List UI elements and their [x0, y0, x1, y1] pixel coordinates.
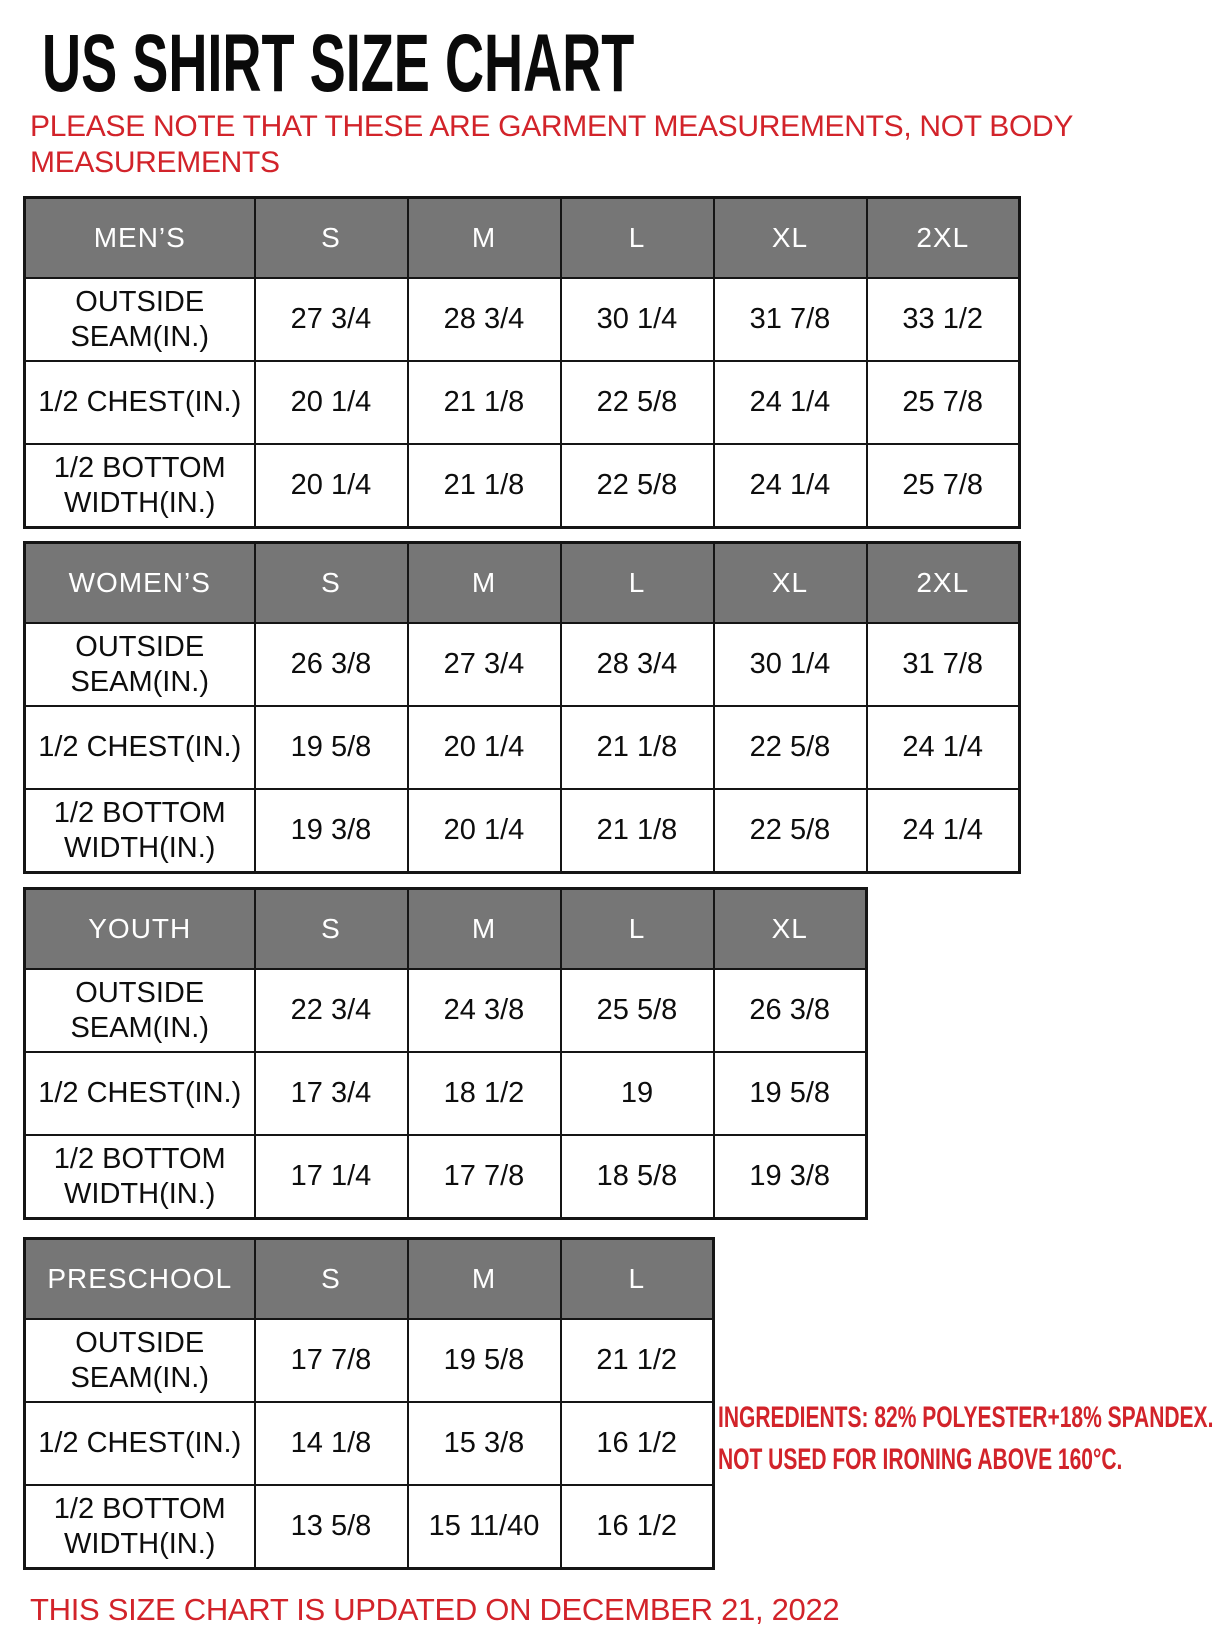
measurement-value-cell: 30 1/4 — [561, 278, 714, 361]
size-header-cell: 2XL — [867, 543, 1020, 624]
measurement-value-cell: 19 3/8 — [255, 789, 408, 873]
measurement-value-cell: 25 7/8 — [867, 361, 1020, 444]
measure-label-cell: 1/2 CHEST(IN.) — [25, 361, 255, 444]
womens-table-slot — [23, 541, 1220, 874]
measure-label-cell: 1/2 BOTTOM WIDTH(IN.) — [25, 1135, 255, 1219]
measurement-value-cell: 17 3/4 — [255, 1052, 408, 1135]
measurement-value-cell: 22 3/4 — [255, 969, 408, 1052]
measurement-value-cell: 24 1/4 — [867, 789, 1020, 873]
table-row — [25, 1485, 714, 1569]
measurement-value-cell: 20 1/4 — [255, 444, 408, 528]
size-header-cell: L — [561, 889, 714, 970]
size-header-cell: S — [255, 1239, 408, 1320]
measure-label-cell: 1/2 BOTTOM WIDTH(IN.) — [25, 444, 255, 528]
table-row — [25, 361, 1020, 444]
measurement-value-cell: 21 1/8 — [408, 361, 561, 444]
measurement-value-cell: 19 — [561, 1052, 714, 1135]
group-header-cell-preschool: PRESCHOOL — [25, 1239, 255, 1320]
size-header-cell: L — [561, 1239, 714, 1320]
measurement-value-cell: 30 1/4 — [714, 623, 867, 706]
header-row — [25, 889, 867, 970]
table-row — [25, 1135, 867, 1219]
measurement-value-cell: 24 1/4 — [867, 706, 1020, 789]
measurement-value-cell: 20 1/4 — [408, 789, 561, 873]
size-header-cell: M — [408, 1239, 561, 1320]
measure-label-cell: 1/2 CHEST(IN.) — [25, 1402, 255, 1485]
measurement-value-cell: 15 3/8 — [408, 1402, 561, 1485]
measurement-value-cell: 15 11/40 — [408, 1485, 561, 1569]
table-row — [25, 1319, 714, 1402]
size-table-youth — [23, 887, 868, 1220]
size-header-cell: L — [561, 198, 714, 279]
table-row — [25, 1402, 714, 1485]
ingredients-note — [718, 1397, 1213, 1481]
measurement-value-cell: 20 1/4 — [255, 361, 408, 444]
measure-label-cell: 1/2 CHEST(IN.) — [25, 706, 255, 789]
measurement-value-cell: 17 1/4 — [255, 1135, 408, 1219]
measurement-value-cell: 21 1/8 — [561, 789, 714, 873]
measurement-value-cell: 21 1/8 — [408, 444, 561, 528]
measurement-value-cell: 19 5/8 — [714, 1052, 867, 1135]
size-header-cell: M — [408, 198, 561, 279]
measurement-value-cell: 13 5/8 — [255, 1485, 408, 1569]
measurement-value-cell: 31 7/8 — [714, 278, 867, 361]
measurement-value-cell: 24 1/4 — [714, 444, 867, 528]
preschool-section — [23, 1237, 1220, 1570]
measurement-value-cell: 18 5/8 — [561, 1135, 714, 1219]
table-row — [25, 623, 1020, 706]
header-row — [25, 1239, 714, 1320]
table-row — [25, 706, 1020, 789]
size-header-cell: M — [408, 543, 561, 624]
measurement-value-cell: 25 7/8 — [867, 444, 1020, 528]
measurement-value-cell: 22 5/8 — [561, 444, 714, 528]
group-header-cell-youth: YOUTH — [25, 889, 255, 970]
measurement-value-cell: 22 5/8 — [561, 361, 714, 444]
measurement-value-cell: 28 3/4 — [408, 278, 561, 361]
measurement-value-cell: 17 7/8 — [408, 1135, 561, 1219]
measurement-value-cell: 24 1/4 — [714, 361, 867, 444]
ingredients-line-2: NOT USED FOR IRONING ABOVE 160°C. — [718, 1443, 1123, 1476]
size-header-cell: L — [561, 543, 714, 624]
size-header-cell: XL — [714, 543, 867, 624]
measure-label-cell: OUTSIDE SEAM(IN.) — [25, 623, 255, 706]
measurement-value-cell: 19 3/8 — [714, 1135, 867, 1219]
group-header-cell-womens: WOMEN’S — [25, 543, 255, 624]
measurement-value-cell: 21 1/2 — [561, 1319, 714, 1402]
measure-label-cell: 1/2 BOTTOM WIDTH(IN.) — [25, 1485, 255, 1569]
group-header-cell-mens: MEN’S — [25, 198, 255, 279]
size-header-cell: XL — [714, 198, 867, 279]
size-header-cell: S — [255, 889, 408, 970]
updated-date-note: THIS SIZE CHART IS UPDATED ON DECEMBER 21, 2022 — [30, 1592, 840, 1627]
measurement-value-cell: 19 5/8 — [408, 1319, 561, 1402]
size-tables-area — [23, 196, 1220, 1570]
note-line-1: PLEASE NOTE THAT THESE ARE GARMENT MEASUREMENTS, NOT BODY — [30, 110, 1074, 143]
measurement-value-cell: 33 1/2 — [867, 278, 1020, 361]
measurement-value-cell: 27 3/4 — [255, 278, 408, 361]
note-line-2: MEASUREMENTS — [30, 146, 280, 179]
header-row — [25, 198, 1020, 279]
measurement-value-cell: 22 5/8 — [714, 706, 867, 789]
measurement-value-cell: 16 1/2 — [561, 1485, 714, 1569]
measurement-value-cell: 24 3/8 — [408, 969, 561, 1052]
measurement-value-cell: 26 3/8 — [714, 969, 867, 1052]
table-row — [25, 789, 1020, 873]
table-row — [25, 969, 867, 1052]
size-header-cell: 2XL — [867, 198, 1020, 279]
mens-table-slot — [23, 196, 1220, 529]
measure-label-cell: OUTSIDE SEAM(IN.) — [25, 278, 255, 361]
size-table-mens — [23, 196, 1021, 529]
measure-label-cell: 1/2 CHEST(IN.) — [25, 1052, 255, 1135]
measurement-value-cell: 17 7/8 — [255, 1319, 408, 1402]
measurement-value-cell: 27 3/4 — [408, 623, 561, 706]
measure-label-cell: OUTSIDE SEAM(IN.) — [25, 1319, 255, 1402]
measurement-value-cell: 31 7/8 — [867, 623, 1020, 706]
table-row — [25, 444, 1020, 528]
measure-label-cell: 1/2 BOTTOM WIDTH(IN.) — [25, 789, 255, 873]
size-header-cell: S — [255, 543, 408, 624]
header-row — [25, 543, 1020, 624]
measure-label-cell: OUTSIDE SEAM(IN.) — [25, 969, 255, 1052]
table-row — [25, 1052, 867, 1135]
size-header-cell: M — [408, 889, 561, 970]
measurement-value-cell: 19 5/8 — [255, 706, 408, 789]
measurement-value-cell: 25 5/8 — [561, 969, 714, 1052]
size-table-preschool — [23, 1237, 715, 1570]
measurement-value-cell: 26 3/8 — [255, 623, 408, 706]
ingredients-line-1: INGREDIENTS: 82% POLYESTER+18% SPANDEX. — [718, 1401, 1214, 1434]
size-header-cell: S — [255, 198, 408, 279]
table-row — [25, 278, 1020, 361]
measurement-value-cell: 16 1/2 — [561, 1402, 714, 1485]
measurement-value-cell: 21 1/8 — [561, 706, 714, 789]
youth-table-slot — [23, 887, 1220, 1220]
measurement-value-cell: 14 1/8 — [255, 1402, 408, 1485]
garment-measurement-note — [30, 109, 1220, 181]
page-title: US SHIRT SIZE CHART — [42, 18, 635, 109]
measurement-value-cell: 28 3/4 — [561, 623, 714, 706]
measurement-value-cell: 18 1/2 — [408, 1052, 561, 1135]
size-header-cell: XL — [714, 889, 867, 970]
size-table-womens — [23, 541, 1021, 874]
measurement-value-cell: 22 5/8 — [714, 789, 867, 873]
measurement-value-cell: 20 1/4 — [408, 706, 561, 789]
